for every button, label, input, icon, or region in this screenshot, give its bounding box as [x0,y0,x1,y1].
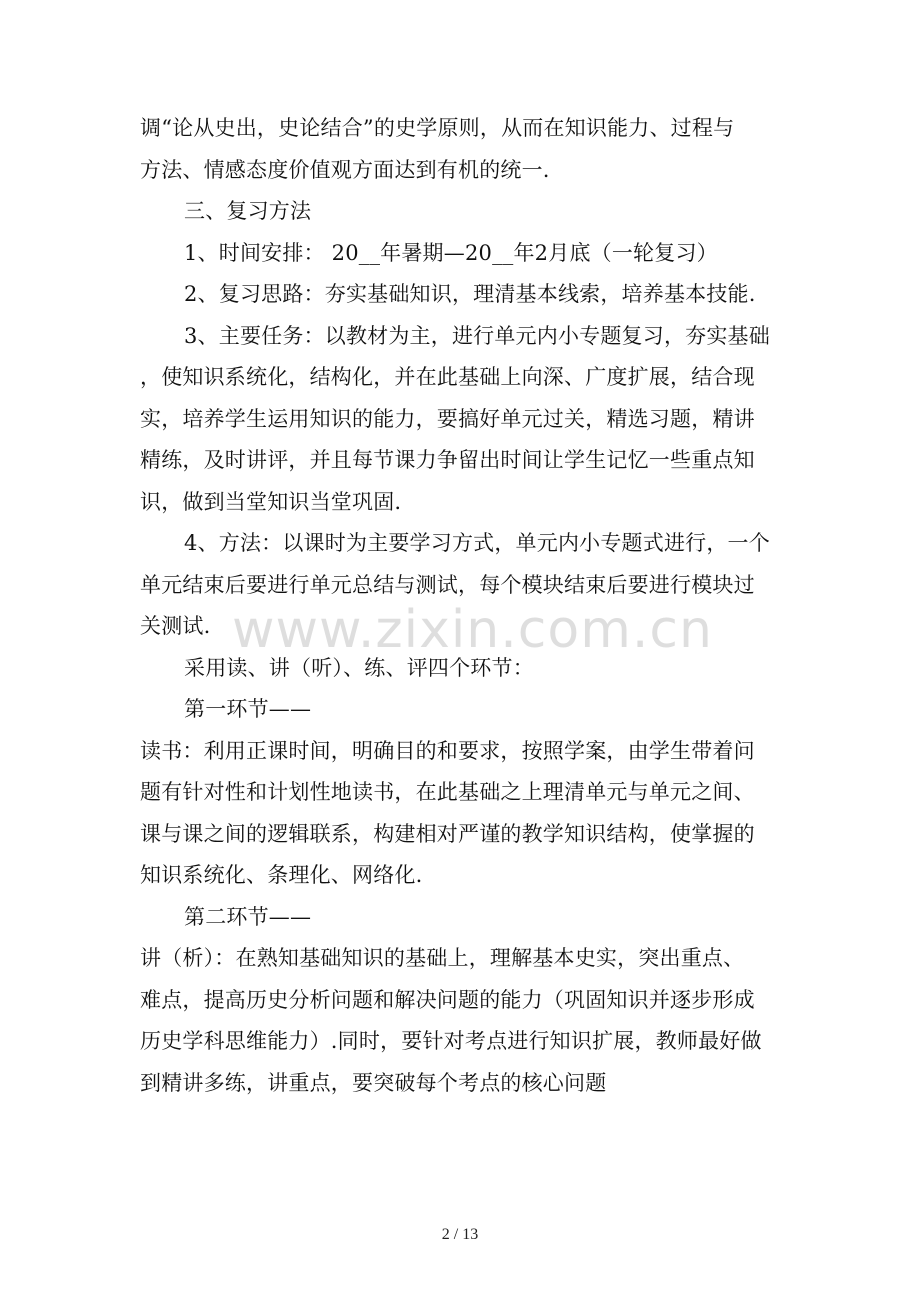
text-line: 关测试. [140,614,211,638]
page-number: 2 / 13 [441,1226,479,1243]
text-line: 调“论从史出，史论结合”的史学原则，从而在知识能力、过程与 [140,116,735,140]
text-line: 3、主要任务：以教材为主，进行单元内小专题复习，夯实基础 [184,323,770,348]
text-line: 难点，提高历史分析问题和解决问题的能力（巩固知识并逐步形成 [140,987,755,1012]
text-line: 精练，及时讲评，并且每节课力争留出时间让学生记忆一些重点知 [140,448,755,472]
text-line: 4、方法：以课时为主要学习方式，单元内小专题式进行，一个 [184,531,770,555]
text-line: 采用读、讲（听）、练、评四个环节： [184,655,534,680]
subsection-heading: 第二环节—— [184,904,312,929]
text-line: 1、时间安排： 20__年暑期—20__年2月底（一轮复习） [184,240,718,265]
text-line: ，使知识系统化，结构化，并在此基础上向深、广度扩展，结合现 [140,365,755,389]
watermark: www.zixin.com.cn [232,600,713,660]
text-line: 2、复习思路：夯实基础知识，理清基本线索，培养基本技能. [184,282,756,306]
text-line: 方法、情感态度价值观方面达到有机的统一. [140,157,550,182]
text-line: 实，培养学生运用知识的能力，要搞好单元过关，精选习题，精讲 [140,406,755,431]
text-line: 课与课之间的逻辑联系，构建相对严谨的教学知识结构，使掌握的 [140,821,755,846]
text-line: 讲（析）：在熟知基础知识的基础上，理解基本史实，突出重点、 [140,946,745,970]
text-line: 单元结束后要进行单元总结与测试，每个模块结束后要进行模块过 [140,572,755,597]
text-line: 题有针对性和计划性地读书，在此基础之上理清单元与单元之间、 [140,780,755,804]
text-line: 知识系统化、条理化、网络化. [140,863,423,887]
text-line: 到精讲多练，讲重点，要突破每个考点的核心问题 [140,1070,607,1095]
text-line: 读书：利用正课时间，明确目的和要求，按照学案，由学生带着问 [140,738,755,763]
subsection-heading: 第一环节—— [184,697,312,721]
text-line: 历史学科思维能力）.同时，要针对考点进行知识扩展，教师最好做 [140,1029,762,1053]
text-line: 识，做到当堂知识当堂巩固. [140,489,402,514]
section-heading: 三、复习方法 [184,199,312,223]
